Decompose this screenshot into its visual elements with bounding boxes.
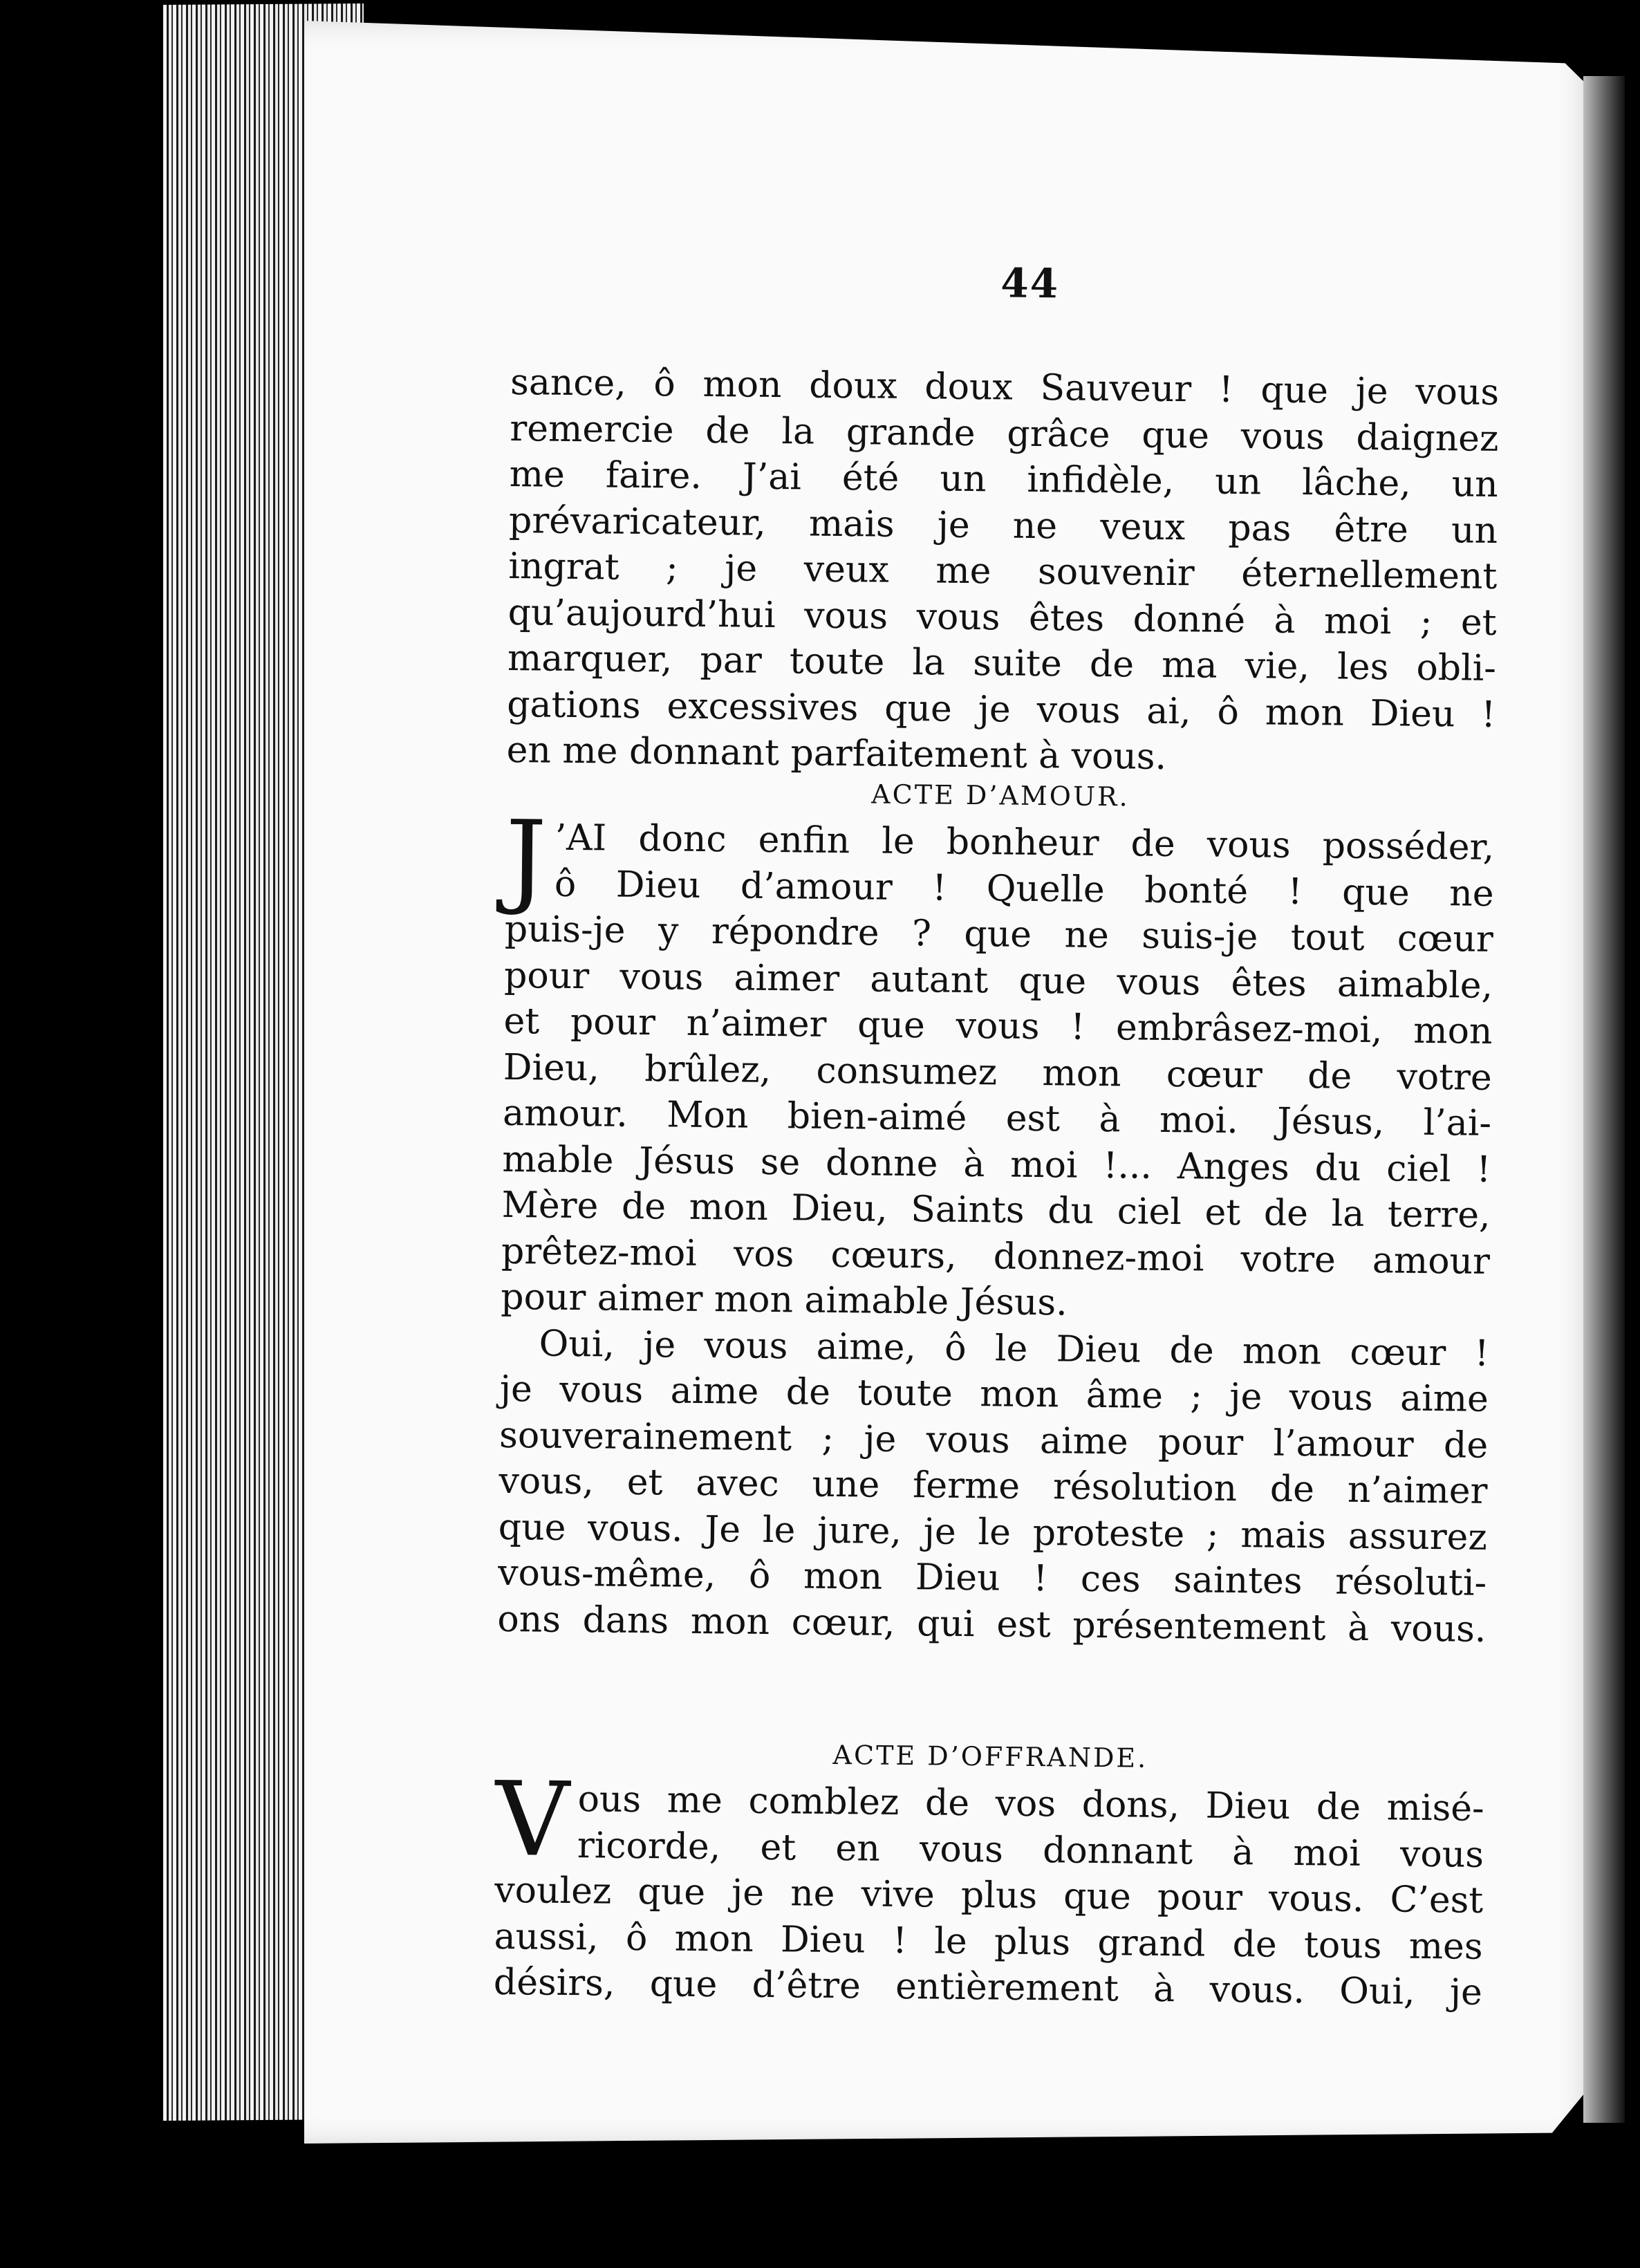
text-line: pour vous aimer autant que vous êtes aimable, [503, 954, 1493, 1007]
drop-cap: J [505, 798, 548, 918]
text-line: que vous. Je le jure, je le proteste ; mais assurez [498, 1506, 1488, 1559]
text-line: ingrat ; je veux me souvenir éternellement [508, 545, 1498, 597]
text-line: sance, ô mon doux doux Sauveur ! que je vous [510, 361, 1500, 413]
text-line: voulez que je ne vive plus que pour vous. C’est [494, 1869, 1484, 1922]
text-line: ricorde, et en vous donnant à moi vous [577, 1824, 1484, 1876]
page-right-edge-shadow [1583, 76, 1625, 2123]
text-line: remercie de la grande grâce que vous daignez [510, 407, 1499, 460]
text-line: puis-je y répondre ? que ne suis-je tout cœur [504, 908, 1494, 960]
text-line: je vous aime de toute mon âme ; je vous aime [499, 1368, 1489, 1420]
section-heading: ACTE D’AMOUR. [871, 779, 1130, 812]
text-line: vous, et avec une ferme résolution de n’aimer [498, 1460, 1488, 1512]
paragraph [506, 360, 1499, 783]
page-number: 44 [1000, 259, 1060, 308]
text-line: ons dans mon cœur, qui est présentement à vous. [497, 1598, 1487, 1651]
text-line: en me donnant parfaitement à vous. [506, 729, 1167, 778]
text-line: prévaricateur, mais je ne veux pas être un [508, 499, 1498, 552]
continuation-paragraph [506, 360, 1499, 783]
section-acte-amour [497, 761, 1495, 1653]
text-line: me faire. J’ai été un infidèle, un lâche, un [509, 453, 1499, 505]
text-line-rest: donc enfin le bonheur de vous posséder, [606, 817, 1495, 868]
paragraph [493, 1759, 1484, 2016]
text-line: ous me comblez de vos dons, Dieu de misé- [577, 1778, 1484, 1830]
text-line: Dieu, brûlez, consumez mon cœur de votre [503, 1046, 1493, 1099]
text-block [493, 259, 1500, 2043]
text-line: gations excessives que je vous ai, ô mon Dieu ! [506, 683, 1496, 736]
section-heading: ACTE D’OFFRANDE. [832, 1739, 1148, 1774]
drop-cap: V [494, 1759, 570, 1879]
text-line: ô Dieu d’amour ! Quelle bonté ! que ne [554, 863, 1494, 915]
text-line: désirs, que d’être entièrement à vous. Oui, je [493, 1961, 1483, 2014]
drop-cap-continuation: ’AI [555, 817, 607, 859]
text-line: pour aimer mon aimable Jésus. [501, 1276, 1068, 1324]
paragraph [497, 1320, 1489, 1652]
text-line: et pour n’aimer que vous ! embrâsez-moi, mon [503, 1000, 1493, 1052]
text-line: aussi, ô mon Dieu ! le plus grand de tous mes [494, 1915, 1483, 1968]
text-line: amour. Mon bien-aimé est à moi. Jésus, l’ai- [502, 1092, 1492, 1144]
text-line: Oui, je vous aime, ô le Dieu de mon cœur ! [539, 1323, 1489, 1375]
paragraph [501, 798, 1495, 1330]
text-line: prêtez-moi vos cœurs, donnez-moi votre amour [501, 1230, 1491, 1283]
text-line: Mère de mon Dieu, Saints du ciel et de la terre, [501, 1184, 1491, 1236]
section-acte-offrande [494, 1722, 1485, 2016]
text-line: souverainement ; je vous aime pour l’amour de [498, 1414, 1489, 1467]
text-line: mable Jésus se donne à moi !... Anges du ciel ! [502, 1138, 1491, 1191]
text-line: marquer, par toute la suite de ma vie, les obli- [507, 637, 1497, 689]
text-line: qu’aujourd’hui vous vous êtes donné à moi ; et [507, 591, 1497, 644]
text-line: vous-même, ô mon Dieu ! ces saintes résoluti- [497, 1552, 1487, 1604]
